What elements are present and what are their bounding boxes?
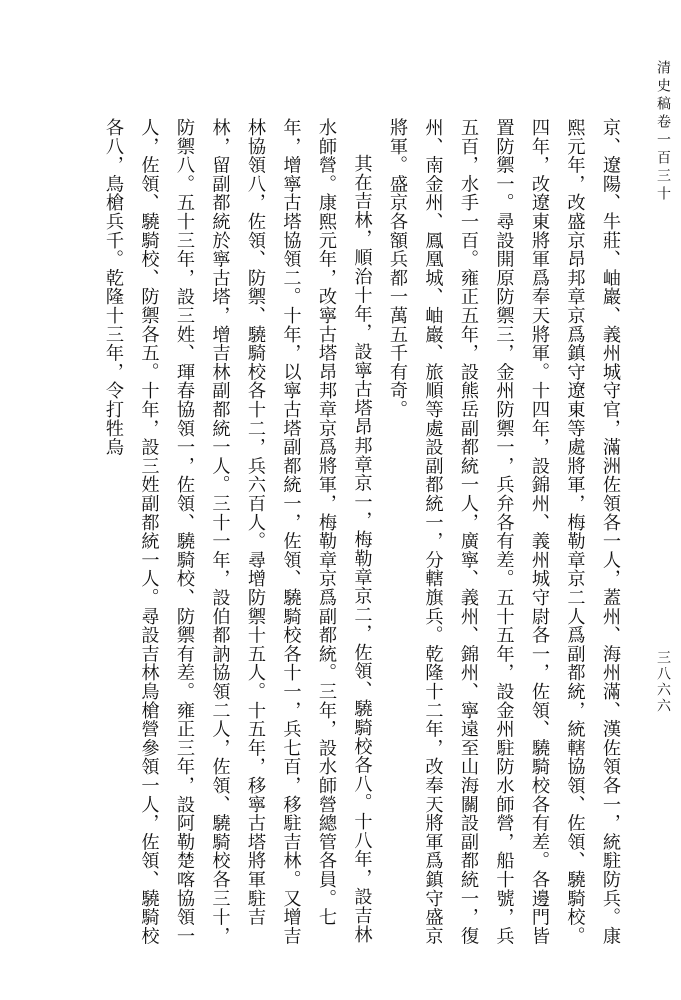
body-text: [60, 118, 628, 953]
page-number: 三八六六: [655, 650, 671, 714]
paragraph: 京、遼陽、牛莊、岫巖、義州城守官，滿洲佐領各一人，蓋州、海州滿、漢佐領各一，統駐防兵。康熙元年，改盛京昂邦章京爲鎮守遼東等處將軍，梅勒章京二人爲副都統，統轄協領、佐領、驍騎校。四年，改遼東將軍爲奉天將軍。十四年，設錦州、義州城守尉各一，佐領、驍騎校各有差。各邊門皆置防禦一。尋設開原防禦三，金州防禦一，兵弁各有差。五十五年，設金州駐防水師營，船十號，兵五百，水手一百。雍正五年，設熊岳副都統一人，廣寧、義州、錦州、寧遠至山海關設副都統一，復州、南金州、鳳凰城、岫巖、旅順等處設副都統一，分轄旗兵。乾隆十二年，改奉天將軍爲鎮守盛京將軍。盛京各額兵都一萬五千有奇。: [387, 118, 621, 946]
page-header: 清史稿卷一百三十: [655, 60, 671, 204]
paragraph: 其在吉林，順治十年，設寧古塔昂邦章京一，梅勒章京二，佐領、驍騎校各八。十八年，設吉林水師營。康熙元年，改寧古塔昂邦章京爲將軍，梅勒章京爲副都統。三年，設水師營總管各員。七年，增寧古塔協領二。十年，以寧古塔副都統一，佐領、驍騎校各十一，兵七百，移駐吉林。又增吉林協領八，佐領、防禦、驍騎校各十二，兵六百人。尋增防禦十五人。十五年，移寧古塔將軍駐吉林，留副都統於寧古塔，增吉林副都統一人。三十一年，設伯都訥協領二人，佐領、驍騎校各三十，防禦八。五十三年，設三姓、琿春協領一，佐領、驍騎校、防禦有差。雍正三年，設阿勒楚喀協領一人，佐領、驍騎校、防禦各五。十年，設三姓副都統一人。尋設吉林鳥槍營參領一人，佐領、驍騎校各八，鳥槍兵千。乾隆十三年，令打牲烏: [103, 118, 373, 946]
